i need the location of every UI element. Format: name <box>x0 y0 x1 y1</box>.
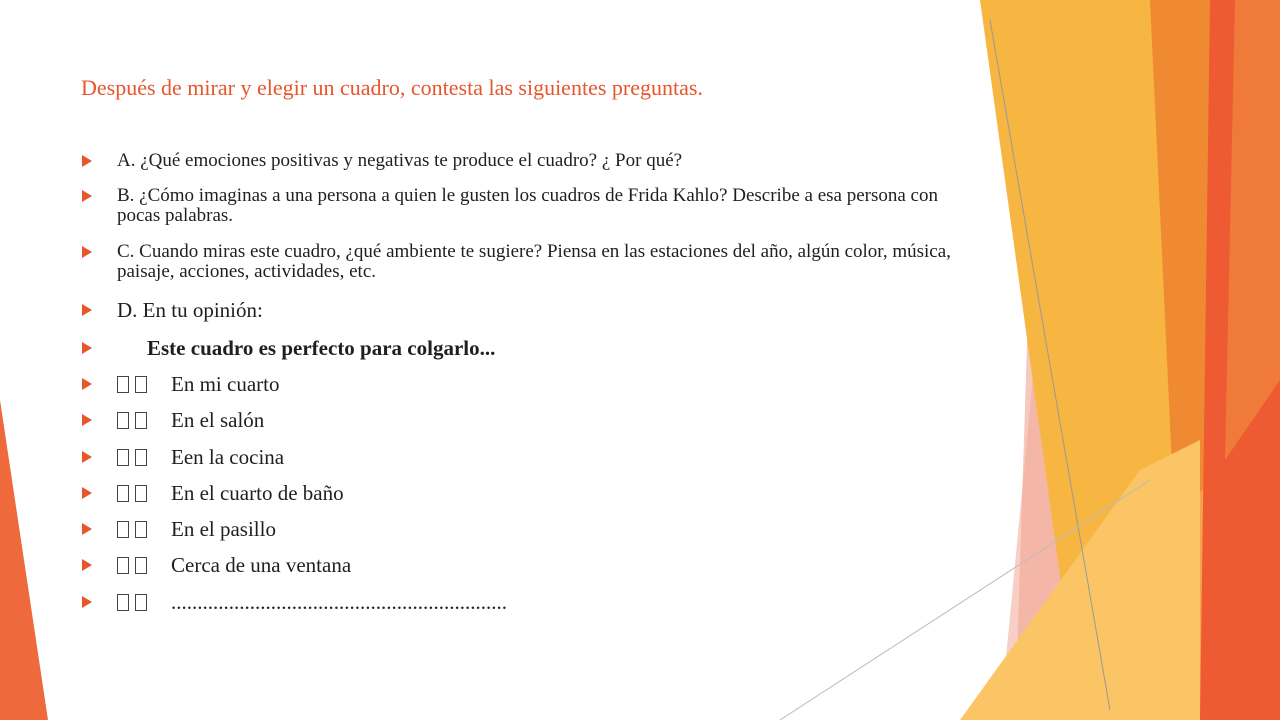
checkbox-icon[interactable] <box>135 449 147 466</box>
option-item[interactable] <box>82 481 344 505</box>
right-red-facet <box>1200 0 1280 720</box>
light-yellow-facet <box>960 440 1200 720</box>
question-text: D. En tu opinión: <box>117 298 263 322</box>
arrow-bullet-icon <box>82 155 92 167</box>
slide-title: Después de mirar y elegir un cuadro, contesta las siguientes preguntas. <box>81 75 703 100</box>
left-edge-facet <box>0 400 48 720</box>
right-orange-facet <box>1225 0 1280 460</box>
option-label: En mi cuarto <box>171 372 280 396</box>
prompt-item <box>82 336 495 360</box>
option-item[interactable] <box>82 553 351 577</box>
arrow-bullet-icon <box>82 487 92 499</box>
checkbox-icon[interactable] <box>117 485 129 502</box>
checkbox-icon[interactable] <box>135 594 147 611</box>
question-text: C. Cuando miras este cuadro, ¿qué ambiente te sugiere? Piensa en las estaciones del año, algún color, música, paisaje, acciones, actividades, etc. <box>117 241 951 282</box>
thin-line-1 <box>990 20 1110 710</box>
thin-line-2 <box>780 480 1150 720</box>
arrow-bullet-icon <box>82 190 92 202</box>
option-label: Cerca de una ventana <box>171 553 352 577</box>
arrow-bullet-icon <box>82 342 92 354</box>
checkbox-icon[interactable] <box>117 376 129 393</box>
arrow-bullet-icon <box>82 246 92 258</box>
checkbox-icon[interactable] <box>117 412 129 429</box>
option-item[interactable] <box>82 408 264 432</box>
arrow-bullet-icon <box>82 523 92 535</box>
prompt-text: Este cuadro es perfecto para colgarlo... <box>147 336 496 360</box>
question-c <box>82 242 962 282</box>
option-item[interactable] <box>82 445 284 469</box>
arrow-bullet-icon <box>82 414 92 426</box>
option-label: En el salón <box>171 408 265 432</box>
option-item[interactable] <box>82 372 279 396</box>
orange-facet <box>1150 0 1225 530</box>
question-text: B. ¿Cómo imaginas a una persona a quien le gusten los cuadros de Frida Kahlo? Describe a esa persona con pocas palabras. <box>117 185 938 226</box>
checkbox-icon[interactable] <box>117 594 129 611</box>
option-label: En el cuarto de baño <box>171 481 344 505</box>
arrow-bullet-icon <box>82 378 92 390</box>
option-item[interactable] <box>82 517 276 541</box>
pink-facet-2 <box>1000 200 1130 720</box>
arrow-bullet-icon <box>82 304 92 316</box>
checkbox-icon[interactable] <box>135 557 147 574</box>
checkbox-icon[interactable] <box>117 449 129 466</box>
checkbox-icon[interactable] <box>135 412 147 429</box>
option-label: Een la cocina <box>171 445 285 469</box>
question-a <box>82 151 682 171</box>
checkbox-icon[interactable] <box>135 485 147 502</box>
option-label: En el pasillo <box>171 517 276 541</box>
checkbox-icon[interactable] <box>117 521 129 538</box>
arrow-bullet-icon <box>82 559 92 571</box>
option-label: ................................................................ <box>171 590 507 614</box>
arrow-bullet-icon <box>82 596 92 608</box>
arrow-bullet-icon <box>82 451 92 463</box>
question-text: A. ¿Qué emociones positivas y negativas te produce el cuadro? ¿ Por qué? <box>117 150 683 171</box>
checkbox-icon[interactable] <box>117 557 129 574</box>
checkbox-icon[interactable] <box>135 376 147 393</box>
checkbox-icon[interactable] <box>135 521 147 538</box>
yellow-facet <box>980 0 1205 720</box>
pink-facet <box>1015 250 1175 720</box>
option-item[interactable] <box>82 590 507 614</box>
light-orange-facet <box>1150 460 1230 720</box>
question-b <box>82 186 962 226</box>
question-d <box>82 298 263 322</box>
